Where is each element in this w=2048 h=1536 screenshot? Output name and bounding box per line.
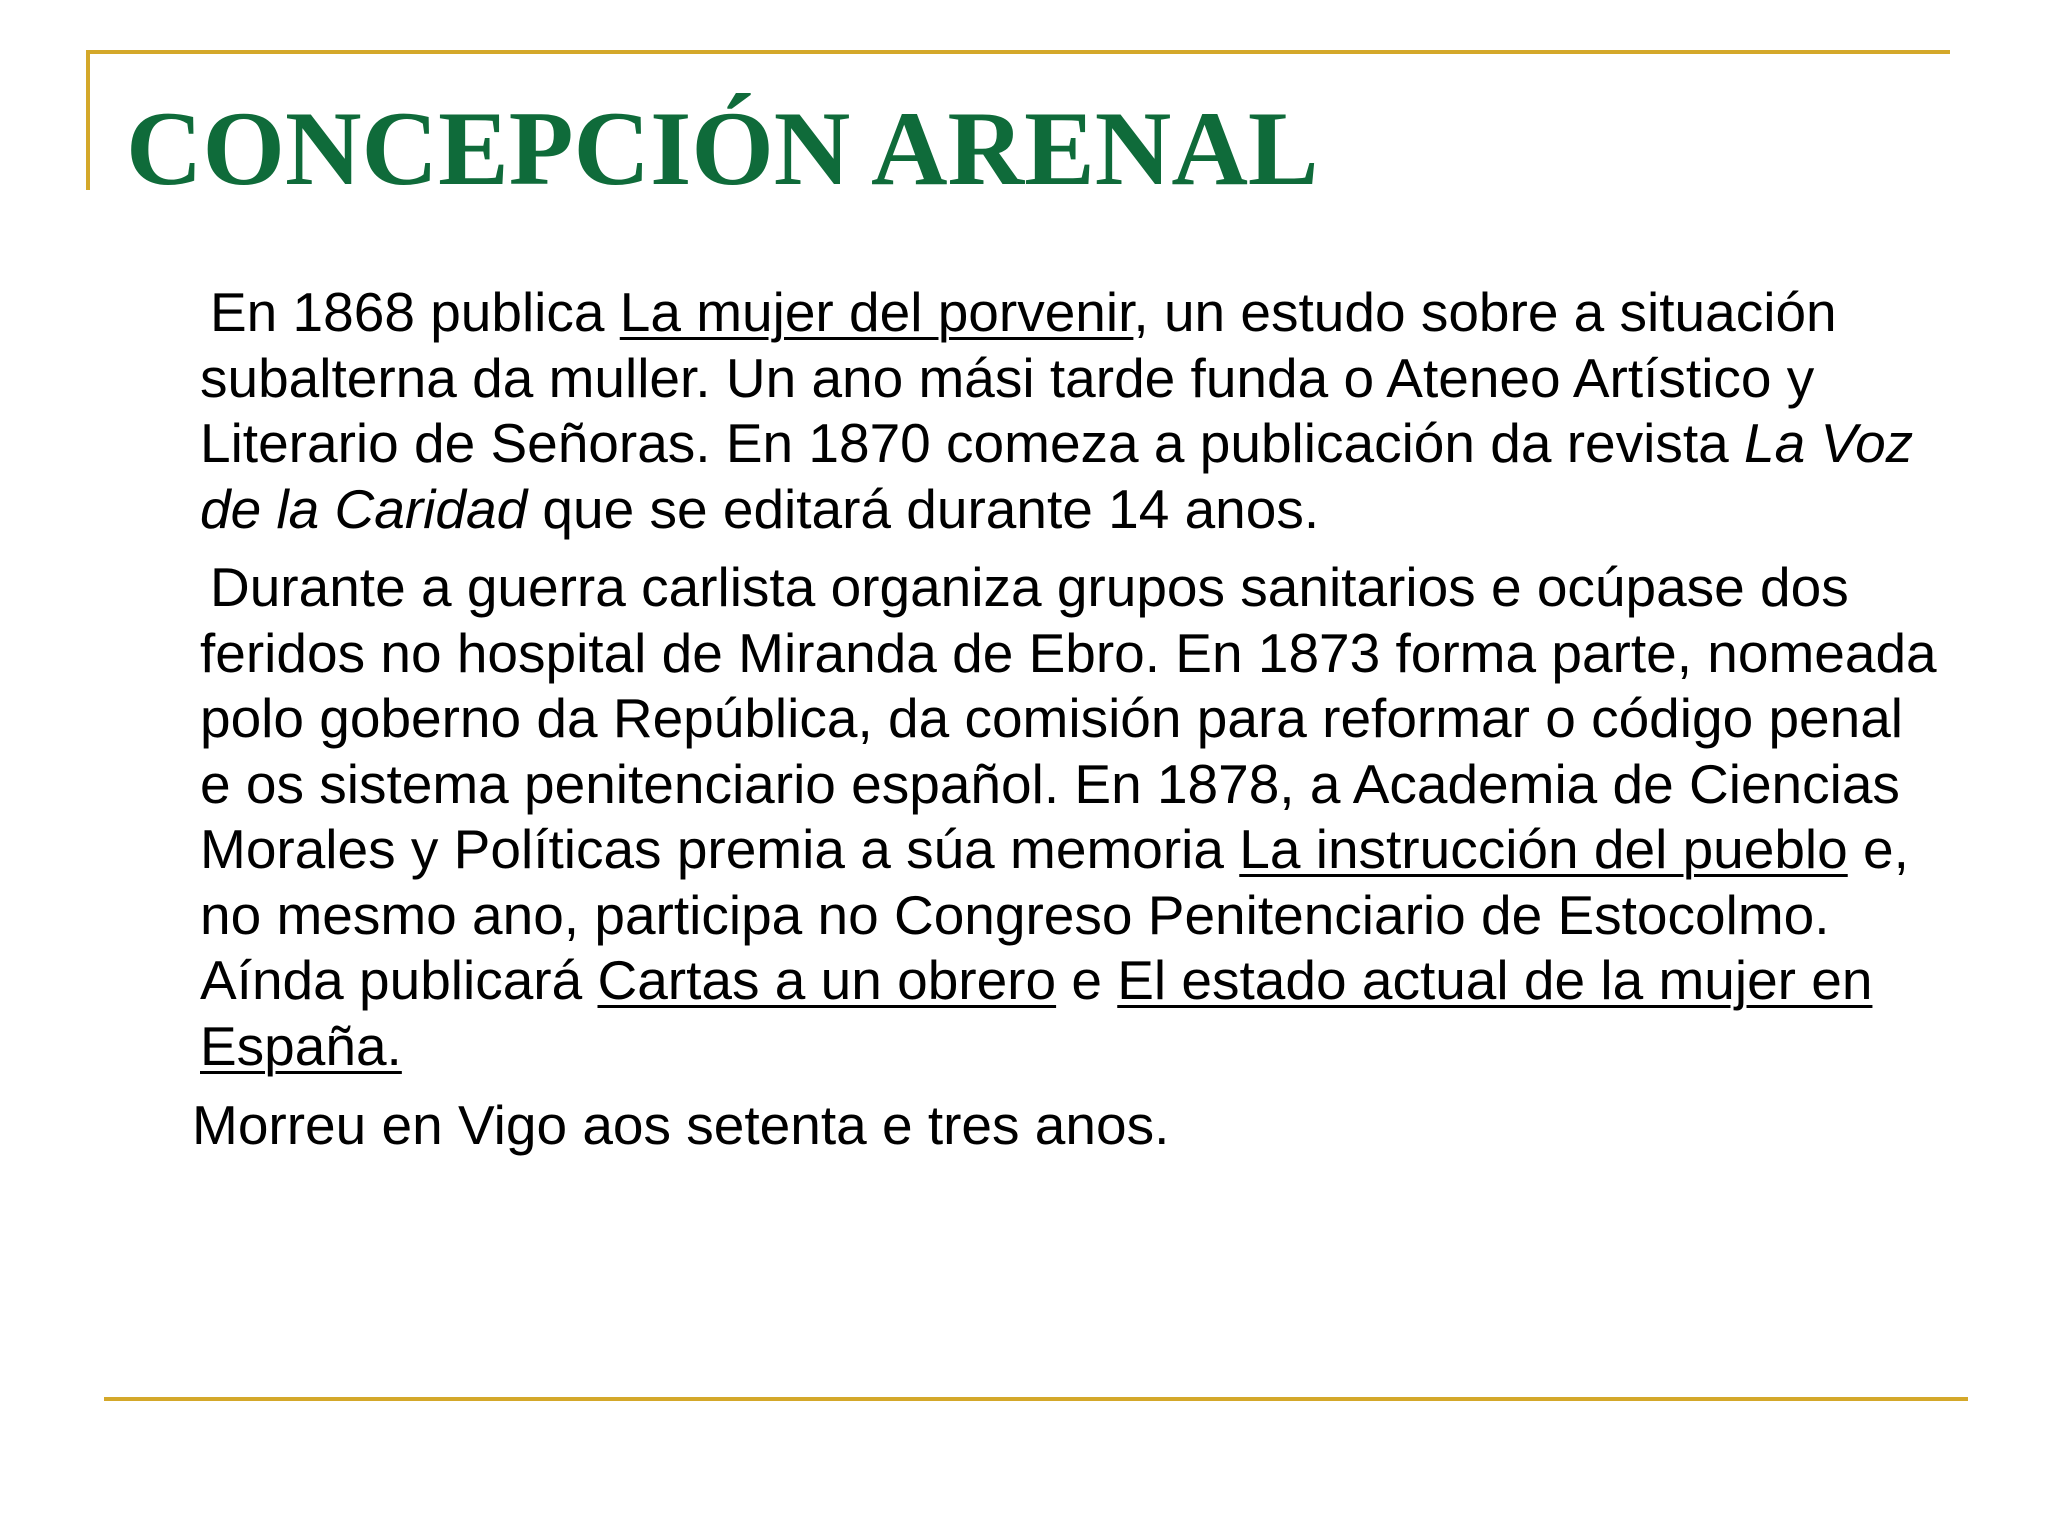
- paragraph-1-text: En 1868 publica: [210, 281, 620, 343]
- paragraph-1-text: que se editará durante 14 anos.: [527, 477, 1320, 540]
- slide-title: CONCEPCIÓN ARENAL: [126, 90, 1319, 207]
- work-title-el-estado-actual: El estado actual de la mujer en España.: [200, 949, 1873, 1077]
- work-title-cartas-a-un-obrero: Cartas a un obrero: [597, 949, 1057, 1011]
- paragraph-2-text: e: [1056, 949, 1118, 1011]
- magazine-title-la-voz-de-la-caridad: La Voz de la Caridad: [200, 412, 1914, 540]
- top-gold-rule: [86, 50, 1950, 54]
- bottom-gold-rule: [104, 1397, 1968, 1401]
- left-gold-rule: [86, 50, 90, 190]
- paragraph-3: [192, 1093, 1940, 1159]
- work-title-la-mujer-del-porvenir: La mujer del porvenir: [619, 281, 1134, 343]
- paragraph-2: [200, 555, 1940, 1079]
- paragraph-1: [200, 280, 1940, 542]
- paragraph-3-text: Morreu en Vigo aos setenta e tres anos.: [192, 1094, 1170, 1156]
- paragraph-2-text: Durante a guerra carlista organiza grupos sanitarios e ocúpase dos feridos no hospital de Miranda de Ebro. En 1873 forma parte, nomeada polo goberno da República, da comisión para reformar o código penal e os sistema penitenciario español. En 1878, a Academia de Ciencias Morales y Políticas premia a súa memoria: [200, 556, 1937, 880]
- work-title-la-instruccion-del-pueblo: La instrucción del pueblo: [1239, 818, 1848, 880]
- slide-body: [192, 280, 1940, 1159]
- paragraph-1-text: , un estudo sobre a situación subalterna da muller. Un ano mási tarde funda o Ateneo Artístico y Literario de Señoras. En 1870 comeza a publicación da revista: [200, 281, 1837, 474]
- paragraph-2-text: e, no mesmo ano, participa no Congreso Penitenciario de Estocolmo. Aínda publicará: [200, 818, 1909, 1011]
